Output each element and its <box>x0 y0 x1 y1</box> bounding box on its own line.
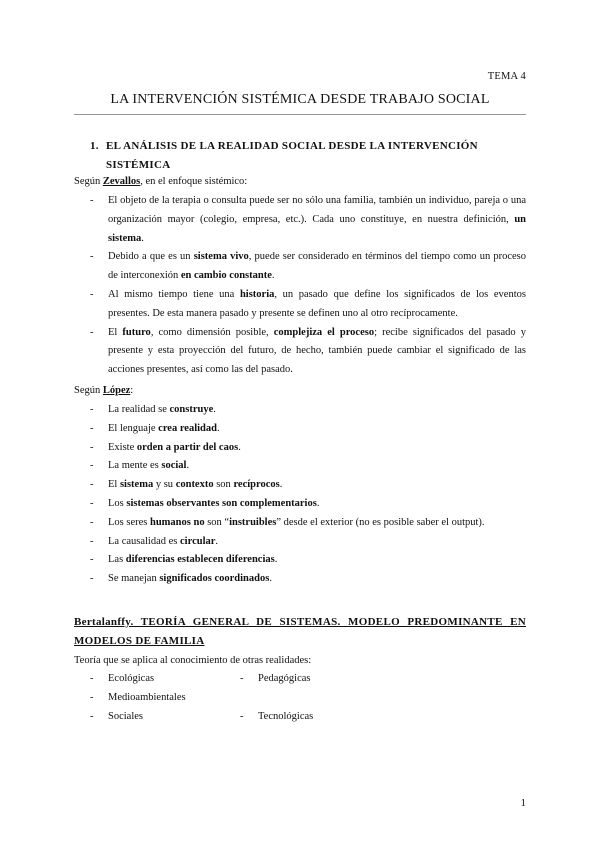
dash-bullet: - <box>90 195 94 206</box>
page-number: 1 <box>520 797 526 809</box>
list-item: - Los sistemas observantes son complementarios. <box>90 497 320 509</box>
intro-prefix: Según <box>74 176 103 187</box>
list-item: - Los seres humanos no son “instruibles” desde el exterior (no es posible saber el output). <box>90 516 485 528</box>
lopez-intro <box>74 382 526 401</box>
section-2-intro: Teoría que se aplica al conocimiento de otras realidades: <box>74 655 312 666</box>
list-item-text: El objeto de la terapia o consulta puede ser no sólo una familia, también un individuo, pareja o una organización mayor (colegio, empresa, etc.). Cada uno constituye, en nuestra definición, un sistema. <box>108 195 526 244</box>
title-divider <box>74 114 526 115</box>
list-item <box>90 286 526 324</box>
document-title: LA INTERVENCIÓN SISTÉMICA DESDE TRABAJO SOCIAL <box>110 92 490 107</box>
list-item: - Las diferencias establecen diferencias. <box>90 554 278 566</box>
list-item: - Existe orden a partir del caos. <box>90 441 241 453</box>
list-item: - Se manejan significados coordinados. <box>90 573 272 585</box>
zevallos-intro <box>74 173 526 192</box>
list-item: - Ecológicas <box>90 673 155 684</box>
intro-suffix: : <box>130 385 134 396</box>
author-zevallos: Zevallos <box>102 176 141 187</box>
author-lopez: López <box>102 385 131 396</box>
list-item: - Tecnológicas <box>240 710 314 722</box>
list-item: - Sociales <box>90 710 143 722</box>
lopez-list <box>90 401 526 589</box>
section-1-title-line2: SISTÉMICA <box>106 158 171 171</box>
list-item: - El lenguaje crea realidad. <box>90 422 220 434</box>
applications-list <box>90 670 390 726</box>
section-1-number: 1. <box>90 140 99 152</box>
dash-bullet: - <box>90 288 94 300</box>
section-2-heading: Bertalanffy. TEORÍA GENERAL DE SISTEMAS. MODELO PREDOMINANTE EN MODELOS DE FAMILIA <box>74 616 526 647</box>
section-1-title-line1: EL ANÁLISIS DE LA REALIDAD SOCIAL DESDE LA INTERVENCIÓN <box>106 140 478 152</box>
dash-bullet: - <box>90 326 94 338</box>
list-item <box>90 324 526 380</box>
list-item-text: El futuro, como dimensión posible, complejiza el proceso; recibe significados del pasado y presente y esta proyección del futuro, de hecho, también puede cambiar el significado de las acciones presentes, así como las del pasado. <box>108 326 526 376</box>
intro-prefix: Según <box>74 385 103 396</box>
section-1-heading <box>90 137 526 175</box>
list-item-text: Debido a que es un sistema vivo, puede ser considerado en términos del tiempo como un proceso de interconexión en cambio constante. <box>108 251 526 282</box>
list-item: - Pedagógicas <box>240 673 311 684</box>
list-item <box>90 248 526 286</box>
list-item: - Medioambientales <box>90 691 186 703</box>
list-item: - La mente es social. <box>90 460 190 472</box>
list-item: - La causalidad es circular. <box>90 535 219 547</box>
list-item-text: Al mismo tiempo tiene una historia, un pasado que define los significados de los eventos presentes. De esta manera pasado y presente se definen uno al otro recíprocamente. <box>108 288 526 319</box>
list-item <box>90 192 526 248</box>
dash-bullet: - <box>90 251 94 263</box>
tema-label: TEMA 4 <box>487 71 526 82</box>
zevallos-list <box>90 192 526 380</box>
list-item: - La realidad se construye. <box>90 404 216 415</box>
list-item: - El sistema y su contexto son recíprocos. <box>90 479 283 491</box>
intro-suffix: , en el enfoque sistémico: <box>140 176 248 187</box>
